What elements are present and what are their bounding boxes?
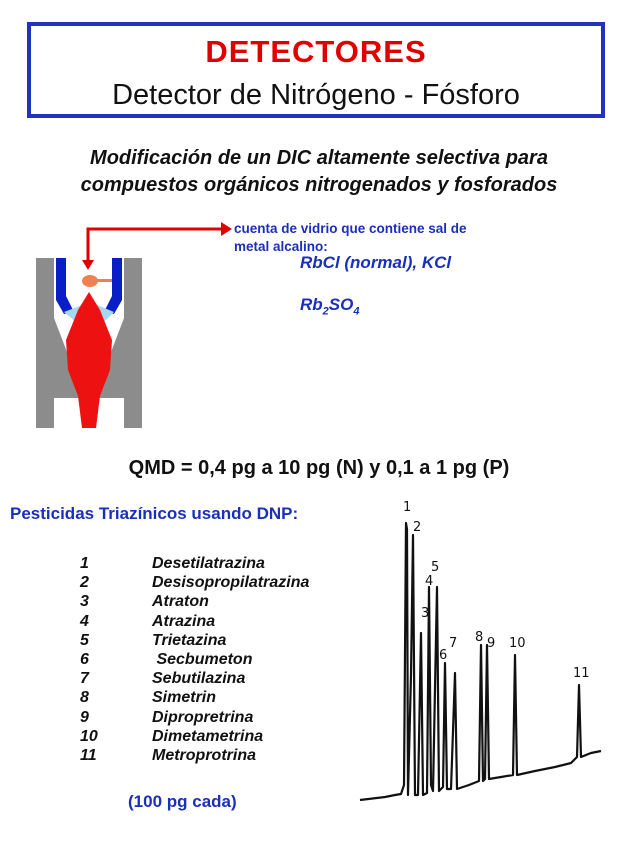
salt-sub-4: 4 — [353, 305, 360, 318]
pointer-line — [88, 229, 221, 262]
list-item — [80, 573, 309, 592]
list-item — [80, 708, 309, 727]
description-line-2: compuestos orgánicos nitrogenados y fosforados — [80, 174, 558, 196]
list-item — [80, 650, 309, 669]
bead-note-line-2: metal alcalino: — [234, 239, 328, 254]
pesticide-number: 2 — [80, 574, 89, 592]
pesticide-name: Desisopropilatrazina — [152, 574, 310, 592]
list-item — [80, 631, 309, 650]
pesticide-number: 5 — [80, 631, 89, 649]
pesticide-name: Dimetametrina — [152, 727, 264, 745]
pesticides-list — [80, 554, 309, 765]
collector-jet-right — [104, 258, 122, 314]
pesticide-name: Sebutilazina — [152, 670, 246, 688]
pesticide-number: 1 — [80, 555, 89, 572]
pesticide-number: 6 — [80, 650, 89, 668]
alkali-bead — [82, 275, 98, 287]
pesticide-number: 8 — [80, 689, 89, 707]
peak-label: 7 — [449, 636, 458, 651]
pesticide-name: Secbumeton — [152, 650, 253, 668]
salt-list-2 — [300, 295, 359, 317]
peak-label: 6 — [439, 648, 448, 663]
pesticides-title: Pesticidas Triazínicos usando DNP: — [10, 504, 299, 523]
peak-label: 11 — [573, 666, 590, 681]
description-line-1: Modificación de un DIC altamente selectiva para — [90, 147, 548, 169]
peak-label: 9 — [487, 636, 496, 651]
list-item — [80, 612, 309, 631]
peak-labels — [403, 500, 590, 681]
list-item — [80, 746, 309, 765]
peak-label: 10 — [509, 636, 526, 651]
chromatogram-trace — [360, 523, 601, 800]
pesticide-number: 3 — [80, 593, 89, 611]
pesticide-number: 7 — [80, 670, 89, 688]
bead-note — [234, 220, 554, 256]
amount-note: (100 pg cada) — [128, 792, 237, 811]
pointer-arrowhead — [221, 222, 232, 236]
pointer-arrowhead-down — [82, 260, 94, 270]
peak-label: 2 — [413, 520, 422, 535]
collector-jet-left — [56, 258, 74, 314]
pesticide-number: 11 — [80, 746, 97, 764]
pesticide-name: Metroprotrina — [152, 746, 256, 764]
pesticide-number: 4 — [80, 612, 89, 630]
peak-label: 5 — [431, 560, 440, 575]
list-item — [80, 727, 309, 746]
pesticide-number: 9 — [80, 708, 89, 726]
list-item — [80, 688, 309, 707]
pesticide-name: Atrazina — [152, 612, 216, 630]
page-subtitle: Detector de Nitrógeno - Fósforo — [112, 79, 520, 111]
list-item — [80, 554, 309, 573]
pesticide-name: Atraton — [152, 593, 209, 611]
page-title: DETECTORES — [205, 34, 427, 69]
salt-sub-2: 2 — [322, 305, 329, 318]
salt-rb: Rb — [300, 295, 323, 314]
pesticide-number: 10 — [80, 727, 98, 745]
detection-limit: QMD = 0,4 pg a 10 pg (N) y 0,1 a 1 pg (P) — [128, 457, 510, 479]
bead-wire — [96, 279, 112, 282]
peak-label: 4 — [425, 574, 434, 589]
salt-so: SO — [328, 295, 354, 314]
pesticide-name: Simetrin — [152, 689, 217, 707]
pesticide-name: Trietazina — [152, 631, 227, 649]
bead-note-line-1: cuenta de vidrio que contiene sal de — [234, 221, 467, 236]
peak-label: 8 — [475, 630, 484, 645]
pesticide-name: Dipropretrina — [152, 708, 254, 726]
salt-list-1: RbCl (normal), KCl — [300, 253, 452, 272]
list-item — [80, 669, 309, 688]
chromatogram — [355, 495, 605, 815]
peak-label: 1 — [403, 500, 412, 515]
list-item — [80, 592, 309, 611]
pesticide-name: Desetilatrazina — [152, 555, 265, 572]
peak-label: 3 — [421, 606, 430, 621]
